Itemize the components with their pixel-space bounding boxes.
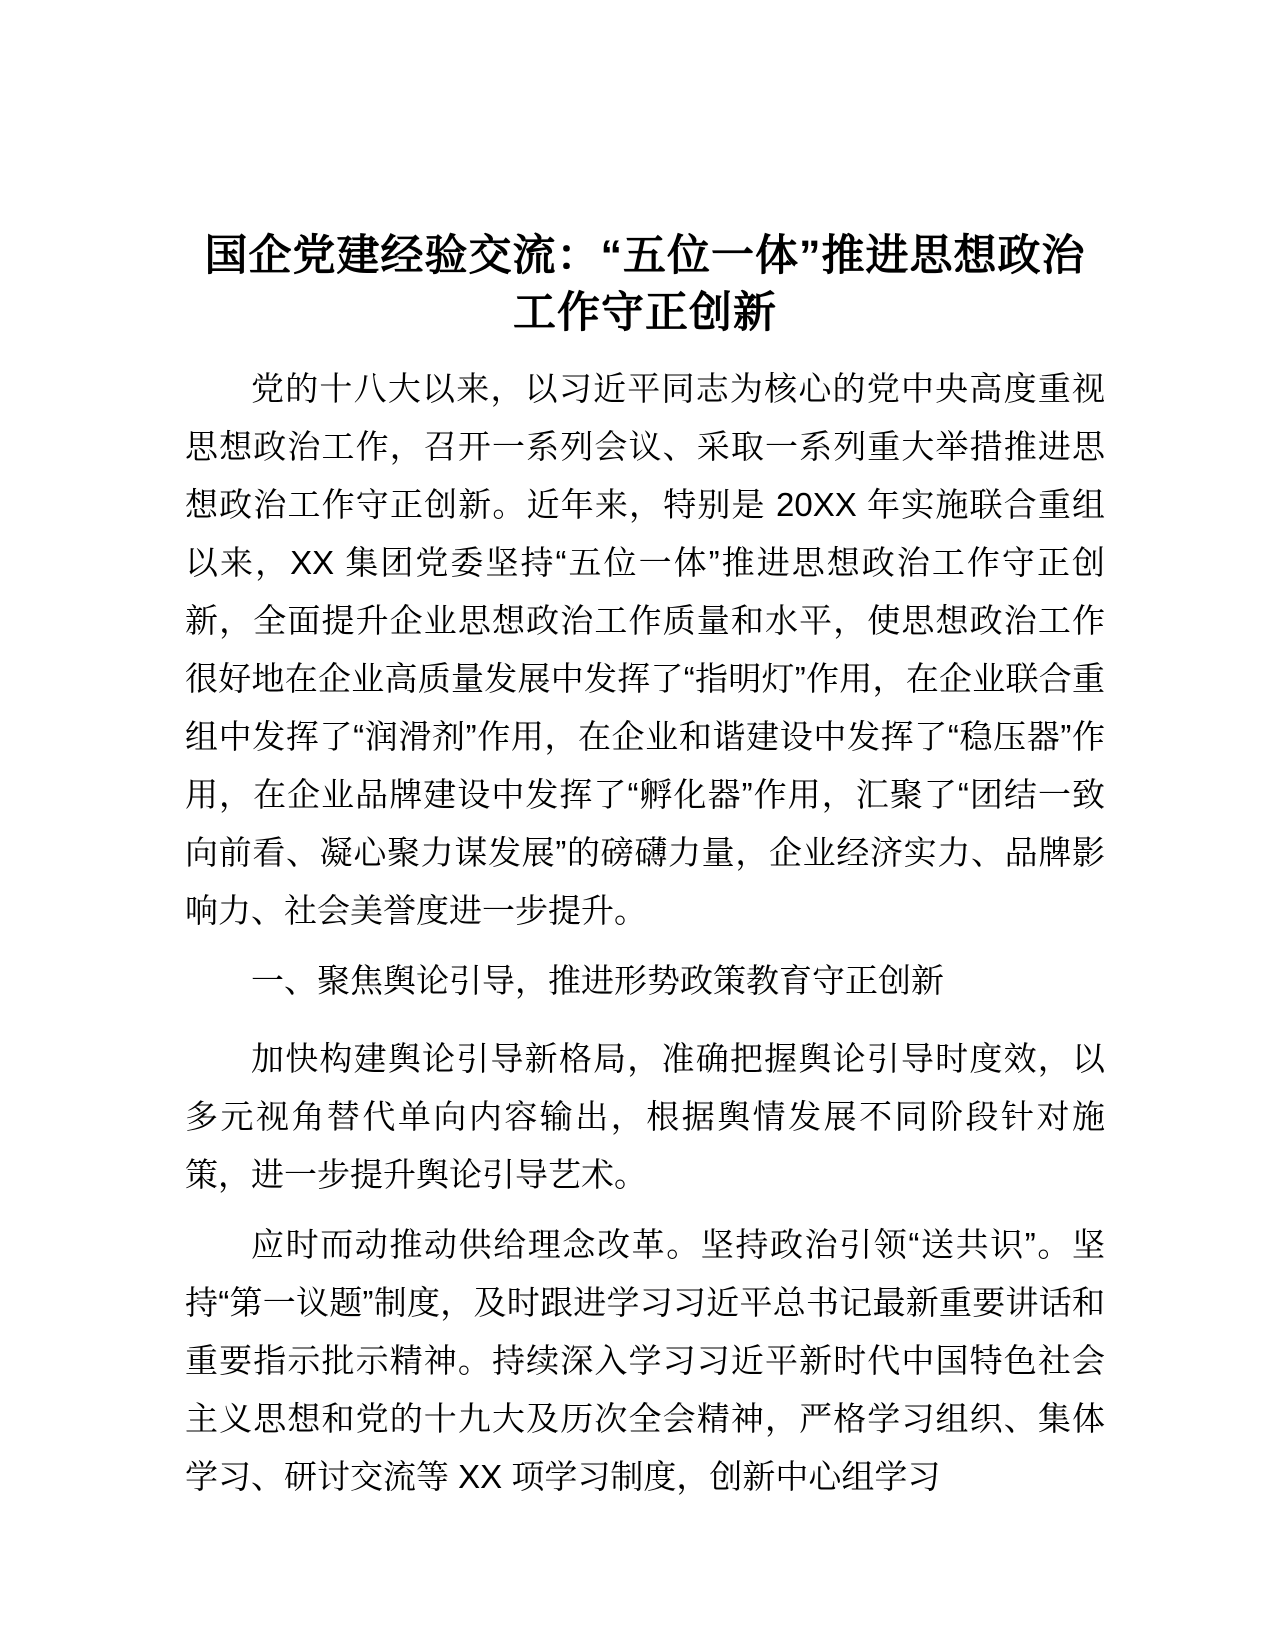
section-heading: 一、聚焦舆论引导，推进形势政策教育守正创新 xyxy=(251,962,944,999)
body-paragraph: 应时而动推动供给理念改革。坚持政治引领“送共识”。坚持“第一议题”制度，及时跟进学习习近平总书记最新重要讲话和重要指示批示精神。持续深入学习习近平新时代中国特色社会主义思想和党的十九大及历次全会精神，严格学习组织、集体学习、研讨交流等 XX 项学习制度，创新中心组学习 xyxy=(185,1226,1105,1495)
document-title: 国企党建经验交流：“五位一体”推进思想政治工作守正创新 xyxy=(204,232,1086,337)
document-body xyxy=(185,360,1105,1506)
body-paragraph: 加快构建舆论引导新格局，准确把握舆论引导时度效，以多元视角替代单向内容输出，根据舆情发展不同阶段针对施策，进一步提升舆论引导艺术。 xyxy=(185,1040,1105,1193)
body-paragraph: 党的十八大以来，以习近平同志为核心的党中央高度重视思想政治工作，召开一系列会议、采取一系列重大举措推进思想政治工作守正创新。近年来，特别是 20XX 年实施联合重组以来，XX 集团党委坚持“五位一体”推进思想政治工作守正创新，全面提升企业思想政治工作质量和水平，使思想政治工作很好地在企业高质量发展中发挥了“指明灯”作用，在企业联合重组中发挥了“润滑剂”作用，在企业和谐建设中发挥了“稳压器”作用，在企业品牌建设中发挥了“孵化器”作用，汇聚了“团结一致向前看、凝心聚力谋发展”的磅礴力量，企业经济实力、品牌影响力、社会美誉度进一步提升。 xyxy=(185,370,1105,929)
